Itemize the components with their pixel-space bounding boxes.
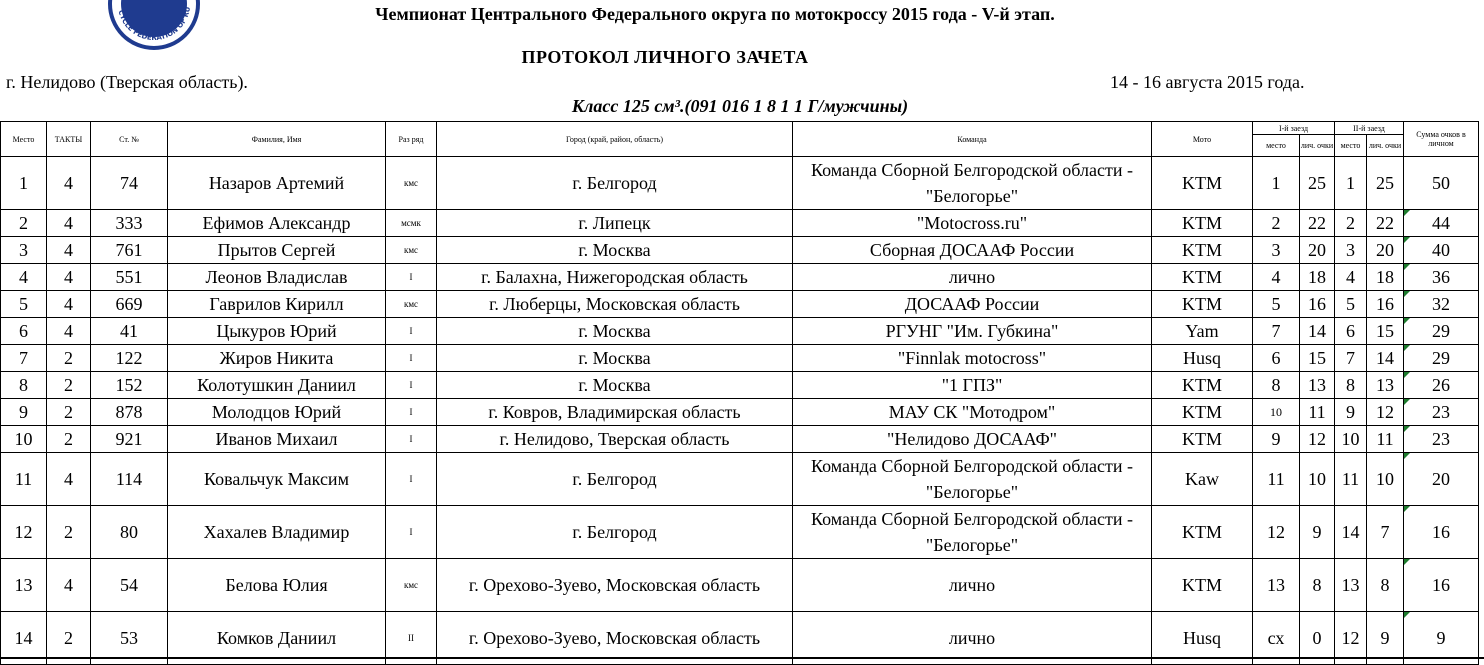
- race1-points-cell: 14: [1300, 318, 1335, 345]
- rank-cell: I: [386, 372, 437, 399]
- table-row: [1, 291, 1479, 318]
- race1-place-cell: 5: [1253, 291, 1300, 318]
- laps-cell: 4: [47, 453, 91, 506]
- header-total: Сумма очков в личном: [1404, 122, 1479, 157]
- cell-comment-marker-icon: [1404, 345, 1410, 351]
- race1-points-cell: 0: [1300, 612, 1335, 665]
- race1-place-cell: 3: [1253, 237, 1300, 264]
- header-laps: ТАКТЫ: [47, 122, 91, 157]
- results-table: [0, 121, 1479, 665]
- place-cell: 2: [1, 210, 47, 237]
- total-cell: 29: [1404, 318, 1479, 345]
- total-cell: 36: [1404, 264, 1479, 291]
- table-row: [1, 264, 1479, 291]
- race1-place-cell: 11: [1253, 453, 1300, 506]
- total-cell: 20: [1404, 453, 1479, 506]
- laps-cell: 4: [47, 318, 91, 345]
- team-cell: "Нелидово ДОСААФ": [793, 426, 1152, 453]
- logo-text: CYCLE FEDERATION OF RU: [116, 5, 192, 43]
- table-row: [1, 559, 1479, 612]
- laps-cell: 2: [47, 399, 91, 426]
- city-cell: г. Ковров, Владимирская область: [437, 399, 793, 426]
- race1-points-cell: 16: [1300, 291, 1335, 318]
- race2-place-cell: 11: [1335, 453, 1367, 506]
- cell-comment-marker-icon: [1404, 237, 1410, 243]
- championship-title: Чемпионат Центрального Федерального округа по мотокроссу 2015 года - V-й этап.: [375, 4, 1055, 24]
- team-cell: РГУНГ "Им. Губкина": [793, 318, 1152, 345]
- place-cell: 8: [1, 372, 47, 399]
- team-cell: ДОСААФ России: [793, 291, 1152, 318]
- race2-points-cell: 8: [1367, 559, 1404, 612]
- race2-points-cell: 15: [1367, 318, 1404, 345]
- race2-points-cell: 9: [1367, 612, 1404, 665]
- city-cell: г. Орехово-Зуево, Московская область: [437, 612, 793, 665]
- team-cell: Сборная ДОСААФ России: [793, 237, 1152, 264]
- rank-cell: I: [386, 426, 437, 453]
- laps-cell: 4: [47, 237, 91, 264]
- header-team: Команда: [793, 122, 1152, 157]
- race2-points-cell: 22: [1367, 210, 1404, 237]
- table-row: [1, 157, 1479, 210]
- name-cell: Гаврилов Кирилл: [168, 291, 386, 318]
- name-cell: Колотушкин Даниил: [168, 372, 386, 399]
- rank-cell: I: [386, 345, 437, 372]
- race1-place-cell: сх: [1253, 612, 1300, 665]
- place-cell: 13: [1, 559, 47, 612]
- header-rank: Раз ряд: [386, 122, 437, 157]
- start-number-cell: 878: [91, 399, 168, 426]
- rank-cell: кмс: [386, 291, 437, 318]
- race1-points-cell: 12: [1300, 426, 1335, 453]
- cell-comment-marker-icon: [1404, 291, 1410, 297]
- race1-place-cell: 4: [1253, 264, 1300, 291]
- city-cell: г. Люберцы, Московская область: [437, 291, 793, 318]
- name-cell: Комков Даниил: [168, 612, 386, 665]
- total-cell: 50: [1404, 157, 1479, 210]
- place-cell: 14: [1, 612, 47, 665]
- header-race1-points: лич. очки: [1300, 135, 1335, 157]
- cell-comment-marker-icon: [1404, 318, 1410, 324]
- place-cell: 7: [1, 345, 47, 372]
- race1-points-cell: 18: [1300, 264, 1335, 291]
- city-cell: г. Белгород: [437, 506, 793, 559]
- race1-points-cell: 22: [1300, 210, 1335, 237]
- race1-points-cell: 13: [1300, 372, 1335, 399]
- moto-cell: KTM: [1152, 157, 1253, 210]
- header-race1-place: место: [1253, 135, 1300, 157]
- event-location: г. Нелидово (Тверская область).: [6, 72, 248, 92]
- place-cell: 1: [1, 157, 47, 210]
- race1-place-cell: 1: [1253, 157, 1300, 210]
- team-cell: Команда Сборной Белгородской области - "Белогорье": [793, 453, 1152, 506]
- race2-place-cell: 9: [1335, 399, 1367, 426]
- laps-cell: 4: [47, 157, 91, 210]
- start-number-cell: 80: [91, 506, 168, 559]
- table-row: [1, 399, 1479, 426]
- rank-cell: кмс: [386, 559, 437, 612]
- table-row: [1, 506, 1479, 559]
- total-cell: 26: [1404, 372, 1479, 399]
- start-number-cell: 152: [91, 372, 168, 399]
- laps-cell: 2: [47, 345, 91, 372]
- moto-cell: KTM: [1152, 372, 1253, 399]
- start-number-cell: 122: [91, 345, 168, 372]
- header-start-no: Ст. №: [91, 122, 168, 157]
- rank-cell: I: [386, 506, 437, 559]
- race2-points-cell: 20: [1367, 237, 1404, 264]
- laps-cell: 2: [47, 426, 91, 453]
- header-name: Фамилия, Имя: [168, 122, 386, 157]
- team-cell: "Finnlak motocross": [793, 345, 1152, 372]
- race2-place-cell: 10: [1335, 426, 1367, 453]
- race2-points-cell: 18: [1367, 264, 1404, 291]
- team-cell: лично: [793, 559, 1152, 612]
- table-row: [1, 453, 1479, 506]
- table-row: [1, 345, 1479, 372]
- race2-place-cell: 1: [1335, 157, 1367, 210]
- race1-place-cell: 6: [1253, 345, 1300, 372]
- laps-cell: 4: [47, 559, 91, 612]
- name-cell: Иванов Михаил: [168, 426, 386, 453]
- race1-place-cell: 13: [1253, 559, 1300, 612]
- cell-comment-marker-icon: [1404, 612, 1410, 618]
- race2-points-cell: 13: [1367, 372, 1404, 399]
- rank-cell: кмс: [386, 237, 437, 264]
- laps-cell: 2: [47, 506, 91, 559]
- total-cell: 44: [1404, 210, 1479, 237]
- name-cell: Ковальчук Максим: [168, 453, 386, 506]
- moto-cell: KTM: [1152, 264, 1253, 291]
- moto-cell: KTM: [1152, 237, 1253, 264]
- race1-place-cell: 8: [1253, 372, 1300, 399]
- race2-place-cell: 5: [1335, 291, 1367, 318]
- moto-cell: KTM: [1152, 399, 1253, 426]
- cell-comment-marker-icon: [1404, 210, 1410, 216]
- race2-place-cell: 6: [1335, 318, 1367, 345]
- laps-cell: 4: [47, 264, 91, 291]
- race2-points-cell: 10: [1367, 453, 1404, 506]
- total-cell: 9: [1404, 612, 1479, 665]
- rank-cell: I: [386, 318, 437, 345]
- city-cell: г. Балахна, Нижегородская область: [437, 264, 793, 291]
- moto-cell: Yam: [1152, 318, 1253, 345]
- place-cell: 10: [1, 426, 47, 453]
- name-cell: Леонов Владислав: [168, 264, 386, 291]
- race2-place-cell: 14: [1335, 506, 1367, 559]
- moto-cell: Husq: [1152, 345, 1253, 372]
- cell-comment-marker-icon: [1404, 264, 1410, 270]
- cell-comment-marker-icon: [1404, 399, 1410, 405]
- start-number-cell: 74: [91, 157, 168, 210]
- moto-cell: KTM: [1152, 426, 1253, 453]
- protocol-title: ПРОТОКОЛ ЛИЧНОГО ЗАЧЕТА: [521, 47, 809, 67]
- laps-cell: 4: [47, 291, 91, 318]
- race1-points-cell: 11: [1300, 399, 1335, 426]
- race1-points-cell: 20: [1300, 237, 1335, 264]
- table-row: [1, 372, 1479, 399]
- name-cell: Белова Юлия: [168, 559, 386, 612]
- bottom-border: [0, 657, 1484, 659]
- name-cell: Прытов Сергей: [168, 237, 386, 264]
- race2-points-cell: 25: [1367, 157, 1404, 210]
- total-cell: 32: [1404, 291, 1479, 318]
- start-number-cell: 669: [91, 291, 168, 318]
- race1-points-cell: 15: [1300, 345, 1335, 372]
- race1-points-cell: 10: [1300, 453, 1335, 506]
- class-title: Класс 125 см³.(091 016 1 8 1 1 Г/мужчины): [571, 96, 909, 116]
- table-row: [1, 426, 1479, 453]
- total-cell: 23: [1404, 426, 1479, 453]
- place-cell: 12: [1, 506, 47, 559]
- team-cell: "Motocross.ru": [793, 210, 1152, 237]
- city-cell: г. Нелидово, Тверская область: [437, 426, 793, 453]
- name-cell: Хахалев Владимир: [168, 506, 386, 559]
- race2-points-cell: 7: [1367, 506, 1404, 559]
- name-cell: Жиров Никита: [168, 345, 386, 372]
- table-row: [1, 318, 1479, 345]
- start-number-cell: 41: [91, 318, 168, 345]
- cell-comment-marker-icon: [1404, 453, 1410, 459]
- laps-cell: 2: [47, 612, 91, 665]
- rank-cell: кмс: [386, 157, 437, 210]
- moto-cell: KTM: [1152, 559, 1253, 612]
- start-number-cell: 54: [91, 559, 168, 612]
- race1-place-cell: 12: [1253, 506, 1300, 559]
- header-race2-place: место: [1335, 135, 1367, 157]
- cell-comment-marker-icon: [1404, 372, 1410, 378]
- place-cell: 9: [1, 399, 47, 426]
- city-cell: г. Москва: [437, 237, 793, 264]
- team-cell: лично: [793, 612, 1152, 665]
- header-race1: I-й заезд: [1253, 122, 1335, 135]
- name-cell: Назаров Артемий: [168, 157, 386, 210]
- city-cell: г. Москва: [437, 318, 793, 345]
- name-cell: Цыкуров Юрий: [168, 318, 386, 345]
- rank-cell: II: [386, 612, 437, 665]
- team-cell: "1 ГПЗ": [793, 372, 1152, 399]
- cell-comment-marker-icon: [1404, 426, 1410, 432]
- total-cell: 16: [1404, 559, 1479, 612]
- race2-place-cell: 8: [1335, 372, 1367, 399]
- total-cell: 29: [1404, 345, 1479, 372]
- moto-cell: KTM: [1152, 291, 1253, 318]
- race2-place-cell: 12: [1335, 612, 1367, 665]
- place-cell: 6: [1, 318, 47, 345]
- race1-points-cell: 8: [1300, 559, 1335, 612]
- race1-points-cell: 9: [1300, 506, 1335, 559]
- moto-cell: Kaw: [1152, 453, 1253, 506]
- race2-points-cell: 11: [1367, 426, 1404, 453]
- race2-place-cell: 3: [1335, 237, 1367, 264]
- start-number-cell: 114: [91, 453, 168, 506]
- rank-cell: I: [386, 453, 437, 506]
- race2-points-cell: 12: [1367, 399, 1404, 426]
- name-cell: Молодцов Юрий: [168, 399, 386, 426]
- race2-place-cell: 13: [1335, 559, 1367, 612]
- header-city: Город (край, район, область): [437, 122, 793, 157]
- moto-cell: KTM: [1152, 506, 1253, 559]
- start-number-cell: 551: [91, 264, 168, 291]
- city-cell: г. Белгород: [437, 157, 793, 210]
- race1-place-cell: 7: [1253, 318, 1300, 345]
- race1-place-cell: 9: [1253, 426, 1300, 453]
- race1-place-cell: 2: [1253, 210, 1300, 237]
- city-cell: г. Белгород: [437, 453, 793, 506]
- table-row: [1, 237, 1479, 264]
- total-cell: 16: [1404, 506, 1479, 559]
- name-cell: Ефимов Александр: [168, 210, 386, 237]
- header-race2-points: лич. очки: [1367, 135, 1404, 157]
- total-cell: 23: [1404, 399, 1479, 426]
- city-cell: г. Орехово-Зуево, Московская область: [437, 559, 793, 612]
- place-cell: 3: [1, 237, 47, 264]
- city-cell: г. Москва: [437, 372, 793, 399]
- race2-place-cell: 2: [1335, 210, 1367, 237]
- start-number-cell: 333: [91, 210, 168, 237]
- team-cell: Команда Сборной Белгородской области - "Белогорье": [793, 157, 1152, 210]
- start-number-cell: 53: [91, 612, 168, 665]
- header-place: Место: [1, 122, 47, 157]
- team-cell: лично: [793, 264, 1152, 291]
- start-number-cell: 761: [91, 237, 168, 264]
- laps-cell: 2: [47, 372, 91, 399]
- header-race2: II-й заезд: [1335, 122, 1404, 135]
- race2-place-cell: 4: [1335, 264, 1367, 291]
- city-cell: г. Липецк: [437, 210, 793, 237]
- header-moto: Мото: [1152, 122, 1253, 157]
- team-cell: Команда Сборной Белгородской области - "Белогорье": [793, 506, 1152, 559]
- race1-points-cell: 25: [1300, 157, 1335, 210]
- place-cell: 11: [1, 453, 47, 506]
- cell-comment-marker-icon: [1404, 559, 1410, 565]
- place-cell: 5: [1, 291, 47, 318]
- event-dates: 14 - 16 августа 2015 года.: [1110, 72, 1305, 92]
- laps-cell: 4: [47, 210, 91, 237]
- start-number-cell: 921: [91, 426, 168, 453]
- race2-place-cell: 7: [1335, 345, 1367, 372]
- place-cell: 4: [1, 264, 47, 291]
- race2-points-cell: 14: [1367, 345, 1404, 372]
- team-cell: МАУ СК "Мотодром": [793, 399, 1152, 426]
- moto-cell: Husq: [1152, 612, 1253, 665]
- total-cell: 40: [1404, 237, 1479, 264]
- cell-comment-marker-icon: [1404, 506, 1410, 512]
- rank-cell: I: [386, 264, 437, 291]
- moto-cell: KTM: [1152, 210, 1253, 237]
- race2-points-cell: 16: [1367, 291, 1404, 318]
- table-row: [1, 210, 1479, 237]
- results-body: [1, 157, 1479, 665]
- race1-place-cell: 10: [1253, 399, 1300, 426]
- city-cell: г. Москва: [437, 345, 793, 372]
- rank-cell: I: [386, 399, 437, 426]
- rank-cell: мсмк: [386, 210, 437, 237]
